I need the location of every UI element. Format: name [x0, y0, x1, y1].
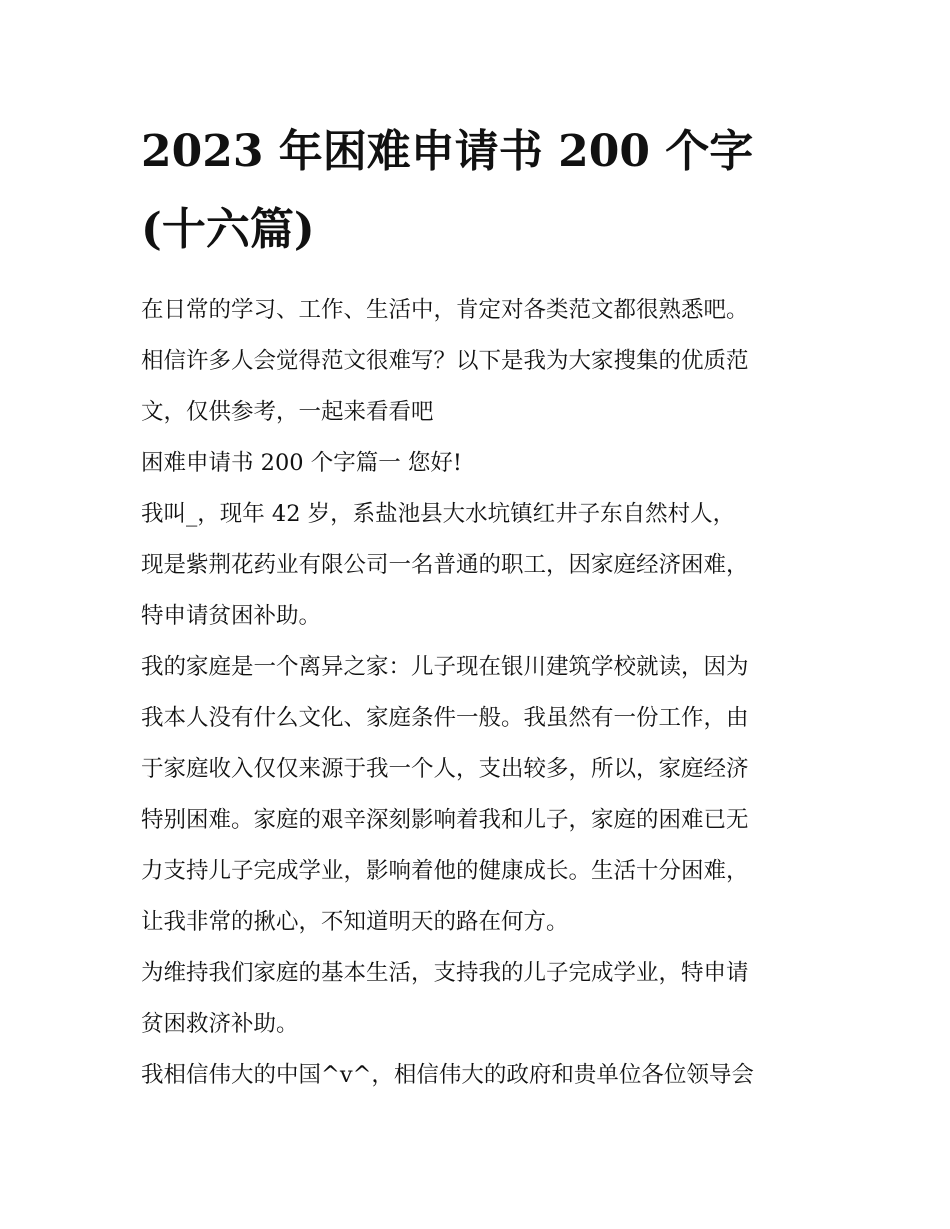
body-line: 现是紫荆花药业有限公司一名普通的职工，因家庭经济困难， [141, 552, 749, 578]
body-line: 我的家庭是一个离异之家：儿子现在银川建筑学校就读，因为 [141, 654, 749, 680]
body-line: 贫困救济补助。 [141, 1011, 299, 1037]
section-heading-line: 困难申请书 200 个字篇一 您好! [141, 450, 462, 476]
body-line: 力支持儿子完成学业，影响着他的健康成长。生活十分困难， [141, 858, 749, 884]
body-line: 让我非常的揪心，不知道明天的路在何方。 [141, 909, 569, 935]
body-line: 我叫_，现年 42 岁，系盐池县大水坑镇红井子东自然村人， [141, 501, 736, 527]
body-line: 文，仅供参考，一起来看看吧 [141, 399, 434, 425]
body-line: 为维持我们家庭的基本生活，支持我的儿子完成学业，特申请 [141, 960, 749, 986]
body-line: 我本人没有什么文化、家庭条件一般。我虽然有一份工作，由 [141, 705, 749, 731]
body-line: 特别困难。家庭的艰辛深刻影响着我和儿子，家庭的困难已无 [141, 807, 749, 833]
body-line: 在日常的学习、工作、生活中，肯定对各类范文都很熟悉吧。 [141, 297, 749, 323]
title-line: 2023 年困难申请书 200 个字 [141, 126, 754, 177]
document-title [141, 113, 813, 269]
title-line: (十六篇) [141, 204, 315, 255]
document-body [141, 285, 813, 1101]
body-line: 于家庭收入仅仅来源于我一个人，支出较多，所以，家庭经济 [141, 756, 749, 782]
body-line: 特申请贫困补助。 [141, 603, 322, 629]
body-line: 相信许多人会觉得范文很难写？以下是我为大家搜集的优质范 [141, 348, 749, 374]
body-line: 我相信伟大的中国^v^，相信伟大的政府和贵单位各位领导会 [141, 1062, 754, 1088]
document-content [141, 113, 813, 1101]
